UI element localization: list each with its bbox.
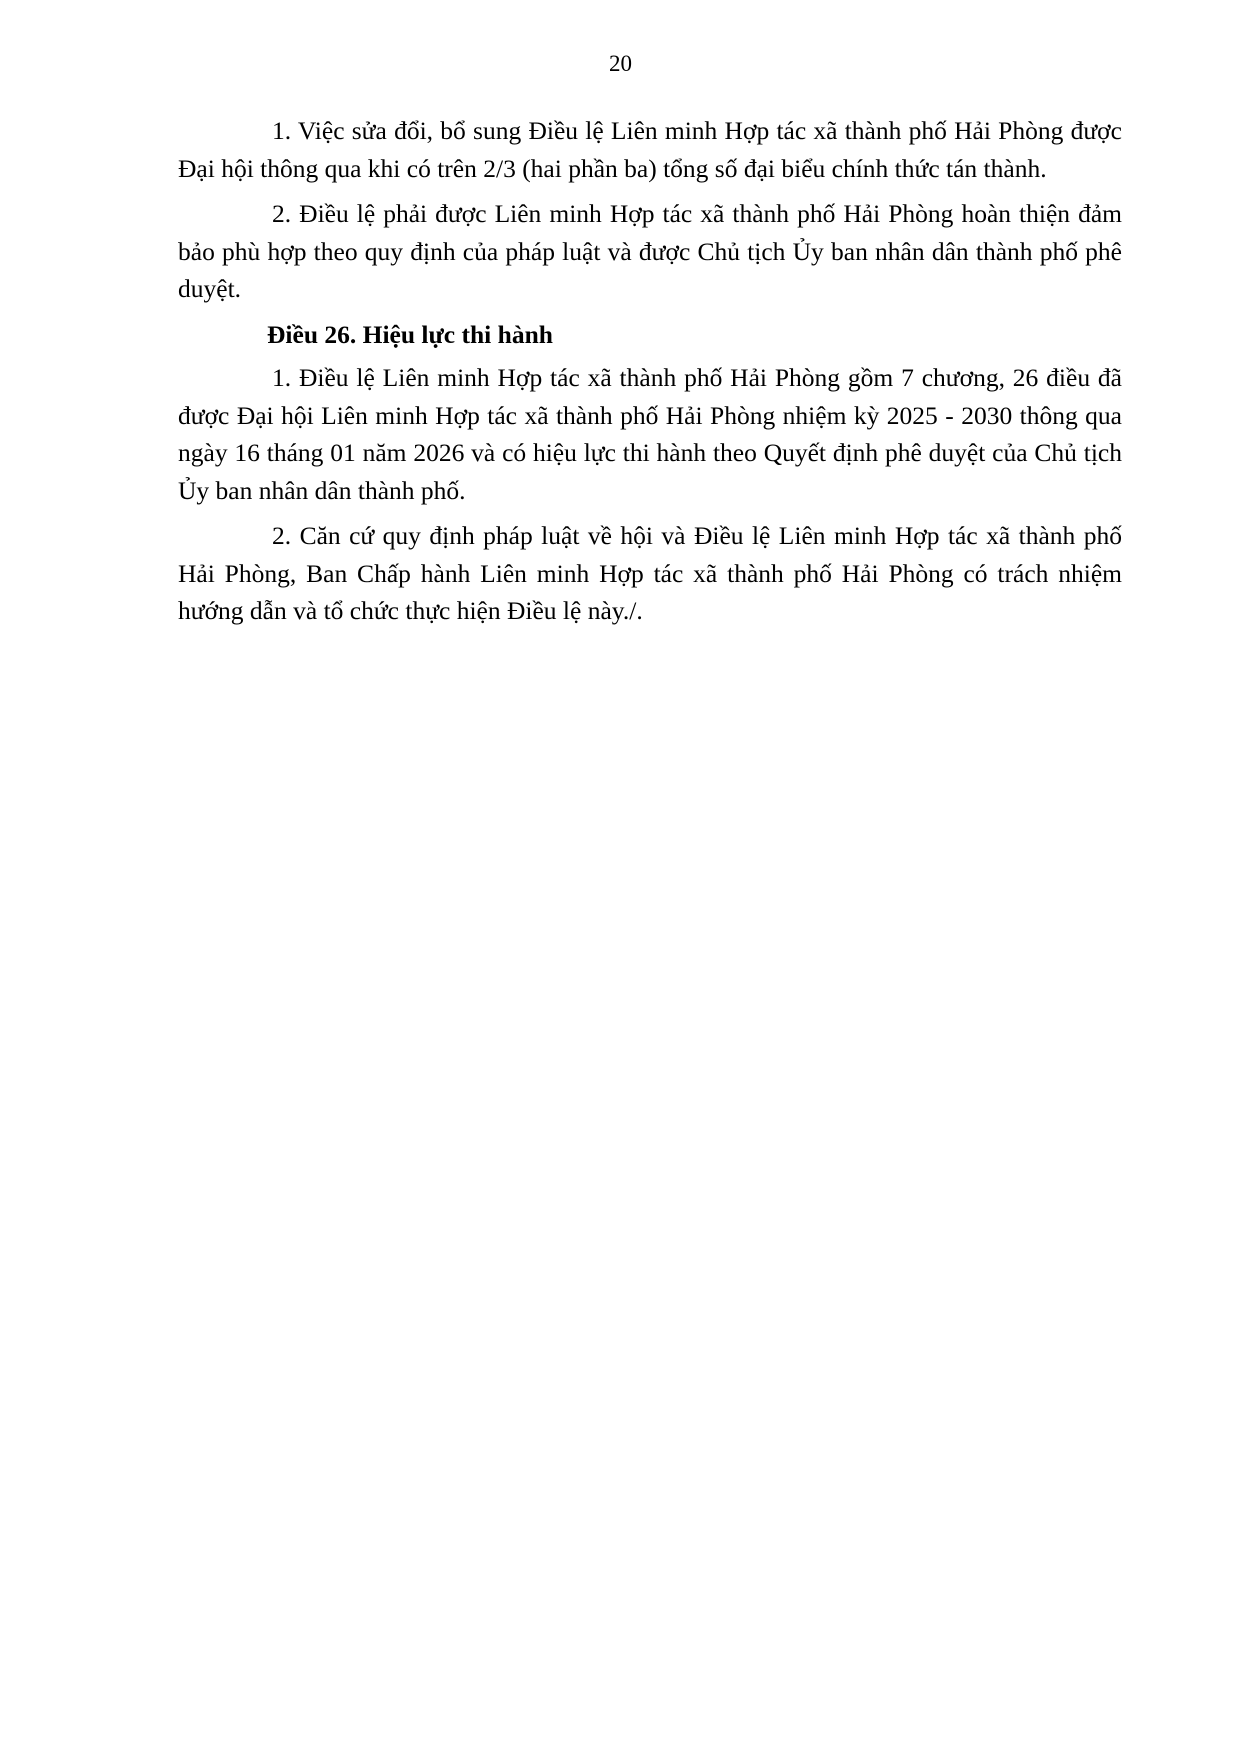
article-26-clause-2: 2. Căn cứ quy định pháp luật về hội và Điều lệ Liên minh Hợp tác xã thành phố Hải Phòng, Ban Chấp hành Liên minh Hợp tác xã thành phố Hải Phòng có trách nhiệm hướng dẫn và tổ chức thực hiện Điều lệ này./. — [178, 521, 1122, 625]
document-body — [178, 112, 1122, 638]
article-26-clause-1: 1. Điều lệ Liên minh Hợp tác xã thành phố Hải Phòng gồm 7 chương, 26 điều đã được Đại hội Liên minh Hợp tác xã thành phố Hải Phòng nhiệm kỳ 2025 - 2030 thông qua ngày 16 tháng 01 năm 2026 và có hiệu lực thi hành theo Quyết định phê duyệt của Chủ tịch Ủy ban nhân dân thành phố. — [178, 363, 1122, 505]
page-number: 20 — [609, 51, 632, 76]
article-25-clause-2: 2. Điều lệ phải được Liên minh Hợp tác xã thành phố Hải Phòng hoàn thiện đảm bảo phù hợp theo quy định của pháp luật và được Chủ tịch Ủy ban nhân dân thành phố phê duyệt. — [178, 199, 1122, 303]
article-26-heading: Điều 26. Hiệu lực thi hành — [267, 319, 553, 349]
article-25-clause-1: 1. Việc sửa đổi, bổ sung Điều lệ Liên minh Hợp tác xã thành phố Hải Phòng được Đại hội thông qua khi có trên 2/3 (hai phần ba) tổng số đại biểu chính thức tán thành. — [178, 116, 1122, 183]
